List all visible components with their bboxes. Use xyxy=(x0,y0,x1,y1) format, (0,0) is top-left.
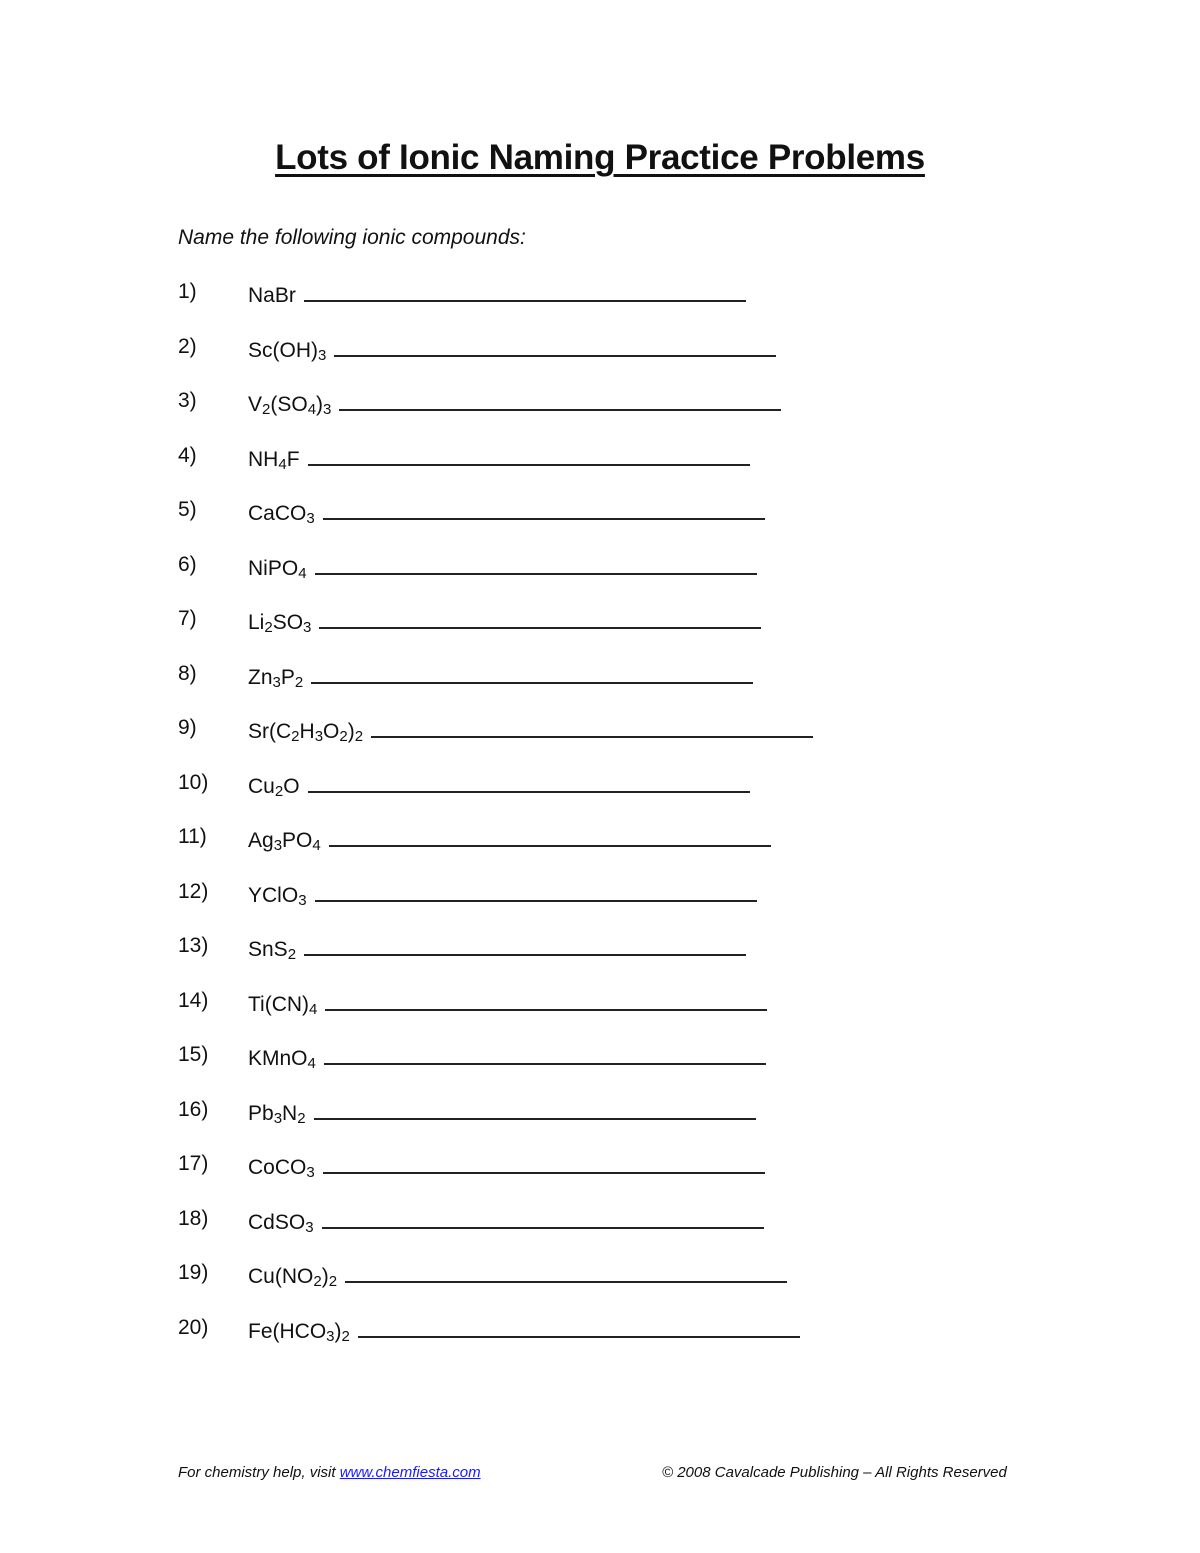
formula-subscript: 3 xyxy=(305,1218,314,1236)
formula-subscript: 3 xyxy=(306,1164,315,1181)
problem-number: 12) xyxy=(178,879,209,903)
chemical-formula xyxy=(248,825,771,853)
problem-number: 8) xyxy=(178,661,197,685)
chemical-formula xyxy=(248,1098,756,1126)
problem-number: 9) xyxy=(178,716,197,739)
formula-subscript: 3 xyxy=(318,346,327,364)
formula-text: Cu(NO xyxy=(248,1265,314,1288)
answer-blank[interactable] xyxy=(315,880,757,902)
formula-subscript: 3 xyxy=(314,728,324,745)
formula-subscript: 4 xyxy=(298,564,307,582)
formula-text: H xyxy=(299,720,315,743)
answer-blank[interactable] xyxy=(308,771,750,793)
formula-text: SnS xyxy=(248,938,288,961)
formula-subscript: 2 xyxy=(354,728,364,745)
chemical-formula xyxy=(248,716,813,744)
formula-text: ) xyxy=(321,1265,329,1288)
answer-blank[interactable] xyxy=(323,498,765,520)
chemical-formula xyxy=(248,989,767,1017)
chemical-formula xyxy=(248,498,765,526)
formula-subscript: 3 xyxy=(303,619,312,636)
formula-subscript: 2 xyxy=(291,728,300,745)
formula-subscript: 3 xyxy=(298,891,307,909)
formula-text: CoCO xyxy=(248,1156,307,1179)
formula-text: PO xyxy=(282,829,313,852)
answer-blank[interactable] xyxy=(371,716,813,738)
formula-text: Sr(C xyxy=(248,720,292,743)
answer-blank[interactable] xyxy=(322,1207,764,1229)
problem-number: 15) xyxy=(178,1043,209,1066)
problem-number: 5) xyxy=(178,498,197,521)
formula-text: ) xyxy=(334,1319,342,1343)
formula-text: O xyxy=(323,720,340,743)
formula-subscript: 4 xyxy=(307,401,317,418)
answer-blank[interactable] xyxy=(308,444,750,466)
formula-subscript: 2 xyxy=(328,1273,338,1290)
chemical-formula xyxy=(248,1152,765,1180)
formula-subscript: 3 xyxy=(272,673,281,691)
chemical-formula xyxy=(248,662,753,690)
formula-subscript: 3 xyxy=(323,401,332,418)
chemical-formula xyxy=(248,1043,766,1071)
formula-text: O xyxy=(283,774,300,798)
chemfiesta-link[interactable]: www.chemfiesta.com xyxy=(339,1464,481,1481)
chemical-formula xyxy=(248,444,750,472)
answer-blank[interactable] xyxy=(358,1316,800,1338)
problem-number: 2) xyxy=(178,334,197,358)
formula-text: P xyxy=(280,665,295,689)
answer-blank[interactable] xyxy=(304,280,746,302)
problem-number: 13) xyxy=(178,934,209,957)
formula-subscript: 2 xyxy=(313,1273,322,1290)
problem-number: 14) xyxy=(178,988,209,1012)
formula-text: Zn xyxy=(248,665,273,689)
formula-subscript: 2 xyxy=(274,782,284,800)
formula-text: Pb xyxy=(248,1101,274,1125)
formula-subscript: 2 xyxy=(339,728,348,745)
formula-subscript: 2 xyxy=(287,946,297,963)
chemical-formula xyxy=(248,1316,800,1344)
problem-number: 19) xyxy=(178,1261,209,1284)
formula-subscript: 4 xyxy=(312,837,321,854)
problem-number: 10) xyxy=(178,770,209,794)
chemical-formula xyxy=(248,880,757,908)
problem-number: 16) xyxy=(178,1097,209,1121)
formula-subscript: 2 xyxy=(294,673,304,691)
answer-blank[interactable] xyxy=(315,553,757,575)
answer-blank[interactable] xyxy=(319,607,761,629)
formula-subscript: 3 xyxy=(273,837,283,854)
formula-text: F xyxy=(286,447,300,471)
answer-blank[interactable] xyxy=(323,1152,765,1174)
formula-text: SO xyxy=(272,611,304,634)
chemical-formula xyxy=(248,280,746,308)
problem-number: 17) xyxy=(178,1152,209,1175)
formula-subscript: 3 xyxy=(326,1327,335,1345)
chemical-formula xyxy=(248,1207,764,1235)
formula-subscript: 3 xyxy=(273,1109,283,1127)
problem-number: 11) xyxy=(178,825,207,848)
footer-help xyxy=(178,1464,481,1481)
instructions: Name the following ionic compounds: xyxy=(178,226,526,249)
answer-blank[interactable] xyxy=(345,1261,787,1283)
answer-blank[interactable] xyxy=(325,989,767,1011)
footer-help-text: For chemistry help, visit xyxy=(178,1464,340,1481)
formula-subscript: 4 xyxy=(278,455,287,473)
formula-text: YClO xyxy=(248,883,299,907)
chemical-formula xyxy=(248,389,781,417)
formula-subscript: 2 xyxy=(341,1327,350,1345)
problem-number: 6) xyxy=(178,552,197,576)
chemical-formula xyxy=(248,934,746,962)
answer-blank[interactable] xyxy=(304,934,746,956)
answer-blank[interactable] xyxy=(324,1043,766,1065)
chemical-formula xyxy=(248,335,776,363)
formula-text: (SO xyxy=(270,393,308,416)
formula-text: Li xyxy=(248,611,265,634)
answer-blank[interactable] xyxy=(329,825,771,847)
formula-text: ) xyxy=(316,393,324,416)
problem-number: 3) xyxy=(178,389,197,412)
problem-number: 20) xyxy=(178,1315,209,1339)
formula-text: N xyxy=(282,1101,298,1125)
formula-text: NiPO xyxy=(248,556,299,580)
formula-subscript: 2 xyxy=(297,1109,306,1127)
answer-blank[interactable] xyxy=(314,1098,756,1120)
answer-blank[interactable] xyxy=(339,389,781,411)
formula-subscript: 2 xyxy=(262,401,271,418)
formula-text: CaCO xyxy=(248,502,307,525)
formula-subscript: 4 xyxy=(307,1055,316,1072)
formula-text: KMnO xyxy=(248,1047,308,1070)
formula-text: CdSO xyxy=(248,1210,306,1234)
formula-text: ) xyxy=(347,720,355,743)
problem-number: 7) xyxy=(178,607,197,630)
footer-copyright: © 2008 Cavalcade Publishing – All Rights Reserved xyxy=(662,1464,1007,1481)
formula-text: Ag xyxy=(248,829,274,852)
formula-text: Cu xyxy=(248,774,275,798)
formula-text: V xyxy=(248,393,263,416)
problem-number: 18) xyxy=(178,1206,209,1230)
formula-subscript: 2 xyxy=(264,619,273,636)
page-title: Lots of Ionic Naming Practice Problems xyxy=(275,138,925,177)
problem-number: 1) xyxy=(178,280,197,303)
answer-blank[interactable] xyxy=(334,335,776,357)
formula-text: Fe(HCO xyxy=(248,1319,327,1343)
chemical-formula xyxy=(248,607,761,635)
formula-text: Ti(CN) xyxy=(248,992,310,1016)
chemical-formula xyxy=(248,553,757,581)
formula-subscript: 3 xyxy=(306,510,315,527)
chemical-formula xyxy=(248,771,750,799)
formula-text: NaBr xyxy=(248,284,296,307)
formula-subscript: 4 xyxy=(309,1000,318,1018)
answer-blank[interactable] xyxy=(311,662,753,684)
formula-text: Sc(OH) xyxy=(248,338,318,362)
chemical-formula xyxy=(248,1261,787,1289)
formula-text: NH xyxy=(248,447,279,471)
problem-number: 4) xyxy=(178,443,197,467)
